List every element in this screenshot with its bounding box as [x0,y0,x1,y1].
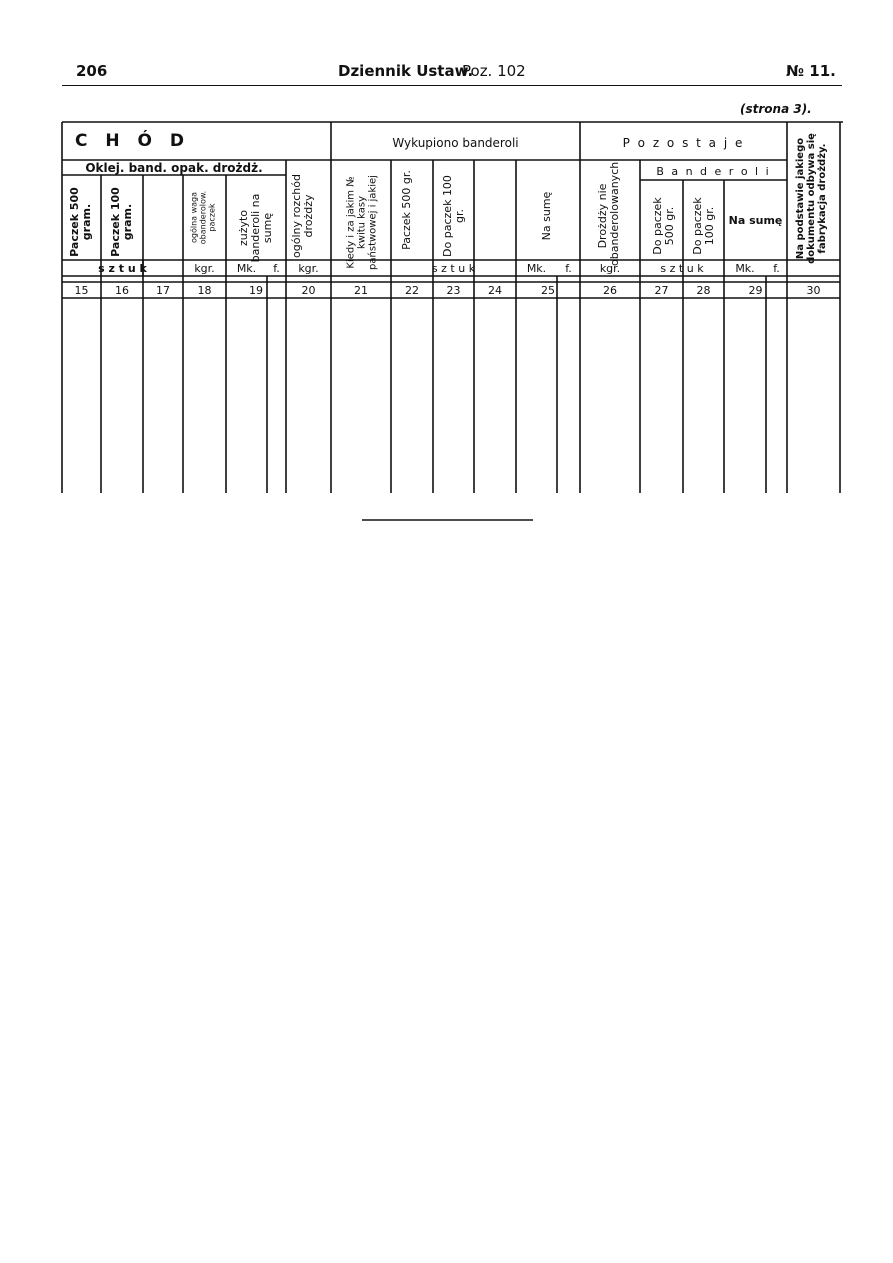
col-25-header: Na sumę [540,191,553,241]
col-16-header: Paczek 100 gram. [109,187,134,257]
unit-kgr-3: kgr. [599,262,621,275]
col-23-header: Do paczek 100 gr. [441,175,466,257]
col-number: 26 [603,284,617,297]
page-number: 206 [76,62,108,80]
col-number: 16 [115,284,129,297]
col-18-header: ogólna waga obanderolow. paczek [189,190,217,245]
col-number: 25 [541,284,555,297]
unit-sztuk-3: s z t u k [660,262,704,275]
col-number: 23 [446,284,461,297]
col-29-header: Na sumę [728,214,783,227]
position-label: Poz. 102 [462,62,526,80]
unit-f-3: f. [773,262,780,275]
col-15-header: Paczek 500 gram. [68,187,93,257]
col-number: 19 [249,284,263,297]
section-banderoli: B a n d e r o l i [656,165,771,178]
col-22-header: Paczek 500 gr. [400,170,413,250]
unit-mk-2: Mk. [526,262,547,275]
section-pozostaje: P o z o s t a j e [622,136,745,150]
col-21-header: Kiedy i za jakim № kwitu kasy państwowej i jakiej [345,175,379,270]
col-27-header: Do paczek 500 gr. [651,197,676,255]
col-number: 21 [354,284,368,297]
col-number: 20 [301,284,316,297]
section-oklej: Oklej. band. opak. drożdż. [85,161,263,175]
unit-mk-1: Mk. [236,262,257,275]
page-note: (strona 3). [740,102,812,116]
unit-sztuk-1: s z t u k [98,262,147,275]
col-number: 30 [806,284,821,297]
journal-title: Dziennik Ustaw. [338,62,474,80]
unit-f-1: f. [273,262,280,275]
col-number: 22 [405,284,419,297]
col-26-header: Drożdży nie obanderolowanych [596,161,621,266]
col-20-header: ogólny rozchód drożdży [290,174,315,258]
unit-mk-3: Mk. [735,262,755,275]
col-number: 18 [197,284,212,297]
issue-number: № 11. [786,62,836,80]
col-30-header: Na podstawie jakiego dokumentu odbywa się fabrykacja drożdży. [795,133,828,264]
col-number: 27 [654,284,669,297]
col-number: 15 [74,284,89,297]
col-19-header: zużyto banderoli na sumę [237,193,274,263]
col-28-header: Do paczek 100 gr. [691,197,716,255]
unit-kgr-2: kgr. [298,262,319,275]
section-chod: C H Ó D [75,131,191,151]
unit-sztuk-2: s z t u k [431,262,476,275]
col-number: 17 [156,284,170,297]
col-number: 29 [748,284,763,297]
section-wykupiono: Wykupiono banderoli [392,136,519,150]
col-number: 24 [488,284,502,297]
unit-f-2: f. [565,262,572,275]
unit-kgr-1: kgr. [194,262,215,275]
col-number: 28 [696,284,711,297]
